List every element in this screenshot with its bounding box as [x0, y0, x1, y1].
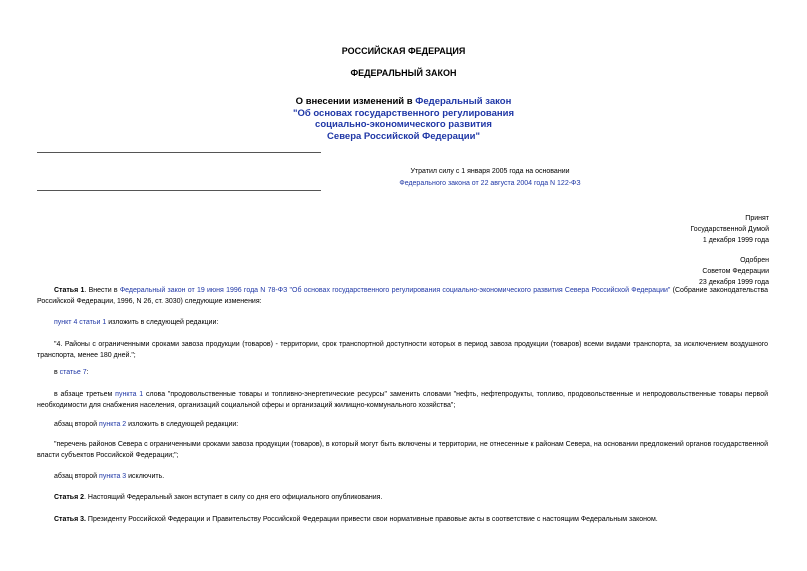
law-title-line2[interactable]: "Об основах государственного регулирования — [292, 107, 515, 119]
divider-bottom — [37, 190, 321, 191]
paragraph-4-text-end: слова "продовольственные товары и топливно-энергетические ресурсы" заменить словами "нефть, нефтепродукты, топливо, продовольственные и непродовольственные товары первой необходимости для снабжения населения, организаций социальной сферы и организаций жилищно-коммунального хозяйства"; — [37, 391, 768, 409]
lost-force-note — [260, 166, 720, 190]
point-3-link[interactable]: пункта 3 — [99, 473, 127, 480]
article-1-text: . Внести в — [84, 287, 120, 294]
law-title-line1 — [0, 96, 807, 108]
title-prefix: О внесении изменений в — [295, 96, 416, 107]
approved-block — [569, 255, 769, 288]
law-78-fz-link[interactable]: Федеральный закон от 19 июня 1996 года N 78-ФЗ "Об основах государственного регулирования социально-экономического развития Севера Российской Федерации" — [119, 287, 671, 294]
approved-date: 23 декабря 1999 года — [698, 279, 769, 286]
divider-top — [37, 152, 321, 153]
paragraph-4-text: в абзаце третьем — [54, 391, 116, 398]
adopted-label: Принят — [745, 215, 769, 222]
title-link[interactable]: Федеральный закон — [415, 96, 512, 107]
paragraph-4 — [37, 390, 768, 411]
law-title-line4[interactable]: Севера Российской Федерации" — [327, 130, 480, 142]
article-3 — [37, 515, 768, 526]
article-3-text: Президенту Российской Федерации и Правительству Российской Федерации привести свои нормативные правовые акты в соответствие с настоящим Федеральным законом. — [85, 516, 658, 523]
lost-force-line1: Утратил силу с 1 января 2005 года на основании — [410, 168, 570, 175]
paragraph-5-text: абзац второй — [54, 421, 100, 428]
paragraph-6: "перечень районов Севера с ограниченными сроками завоза продукции (товаров), в который могут быть включены и территории, не отнесенные к районам Севера, на основании предложений органов государственной власти субъектов Российской Федерации;"; — [37, 441, 768, 459]
point-2-link[interactable]: пункта 2 — [99, 421, 127, 428]
article-2-label: Статья 2 — [54, 494, 85, 501]
paragraph-3-post: : — [86, 369, 89, 376]
lost-force-link[interactable]: Федерального закона от 22 августа 2004 года N 122-ФЗ — [399, 180, 581, 187]
paragraph-3-pre: в — [54, 369, 60, 376]
law-title — [0, 96, 807, 142]
approved-body: Советом Федерации — [702, 268, 769, 275]
paragraph-5 — [37, 420, 768, 431]
article-1 — [37, 286, 768, 307]
paragraph-1 — [37, 318, 768, 329]
adopted-body: Государственной Думой — [690, 226, 769, 233]
paragraph-1-text: изложить в следующей редакции: — [106, 319, 219, 326]
article-2 — [37, 493, 768, 504]
law-type-heading: ФЕДЕРАЛЬНЫЙ ЗАКОН — [350, 68, 457, 78]
paragraph-2: "4. Районы с ограниченными сроками завоза продукции (товаров) - территории, срок транспортной доступности которых в период завоза продукции (товаров) всеми видами транспорта, за исключением воздушного транспорта, менее 180 дней."; — [37, 341, 768, 359]
country-heading: РОССИЙСКАЯ ФЕДЕРАЦИЯ — [341, 46, 466, 56]
paragraph-7 — [37, 472, 768, 483]
approved-label: Одобрен — [740, 257, 769, 264]
point-1-link[interactable]: пункта 1 — [115, 391, 144, 398]
law-title-line3[interactable]: социально-экономического развития — [315, 119, 492, 130]
point-4-article-1-link[interactable]: пункт 4 статьи 1 — [54, 319, 107, 326]
paragraph-3 — [37, 368, 768, 379]
article-1-label: Статья 1 — [54, 287, 85, 294]
article-7-link[interactable]: статье 7 — [59, 369, 87, 376]
adopted-date: 1 декабря 1999 года — [702, 237, 769, 244]
paragraph-5-text-end: изложить в следующей редакции: — [126, 421, 239, 428]
adopted-block — [569, 213, 769, 246]
article-1-text-end: (Собрание законодательства Российской Федерации, 1996, N 26, ст. 3030) следующие изменения: — [37, 287, 768, 305]
paragraph-7-text-end: исключить. — [126, 473, 165, 480]
article-3-label: Статья 3. — [54, 516, 86, 523]
article-2-text: . Настоящий Федеральный закон вступает в силу со дня его официального опубликования. — [84, 494, 383, 501]
paragraph-7-text: абзац второй — [54, 473, 100, 480]
